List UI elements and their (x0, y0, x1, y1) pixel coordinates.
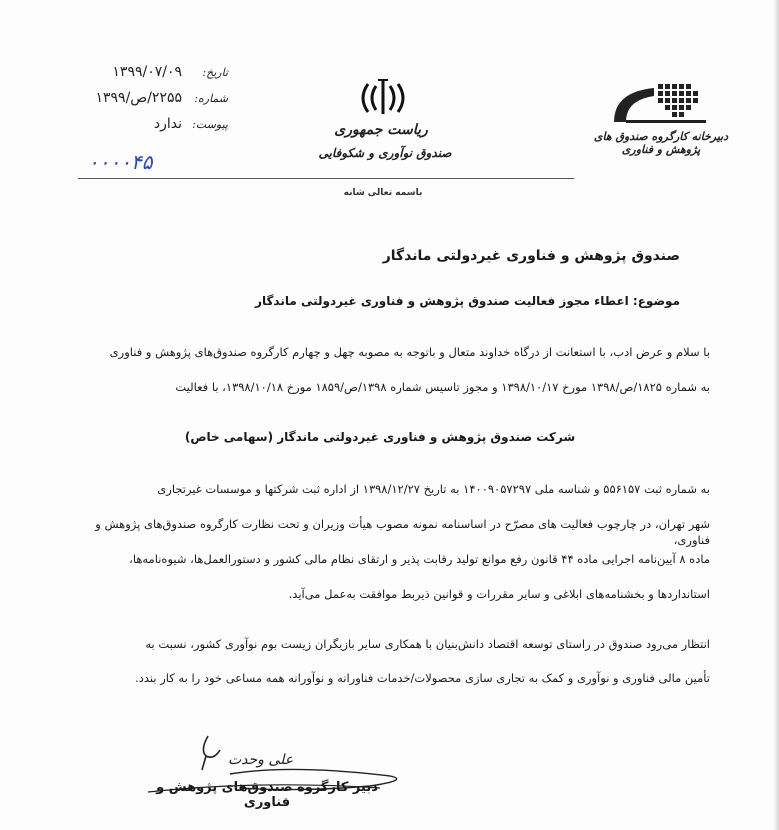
date-value: ۱۳۹۹/۰۷/۰۹ (112, 64, 182, 80)
body-line-4: استانداردها و بخشنامه‌های ابلاغی و سایر مقررات و قوانین ذیربط موافقت به‌عمل می‌آید. (288, 587, 710, 601)
handwritten-registration-number: ۰۰۰۰۴۵ (88, 150, 153, 174)
secretariat-logo-text: دبیرخانه کارگروه صندوق های پژوهش و فناوری (593, 130, 729, 156)
date-label: تاریخ: (202, 66, 228, 79)
number-row (78, 90, 228, 110)
presidency-title: ریاست جمهوری (334, 122, 428, 138)
subject-line: موضوع: اعطاء مجوز فعالیت صندوق پژوهش و فناوری غیردولتی ماندگار (255, 294, 680, 308)
page-edge (773, 0, 779, 830)
intro-line-1: با سلام و عرض ادب، با استعانت از درگاه خداوند متعال و باتوجه به مصوبه چهل و چهارم کارگروه صندوق‌های پژوهش و فناوری (109, 345, 710, 359)
signatory-name: علی وحدت (228, 752, 294, 768)
closing-line-2: تأمین مالی فناوری و نوآوری و کمک به تجاری سازی محصولات/خدمات فناورانه و نوآورانه همه مساعی خود را به کار بندد. (135, 671, 710, 685)
attachment-row (78, 116, 228, 136)
basmala: باسمه تعالی شانه (343, 188, 423, 198)
number-value: ۲۲۵۵/ص/۱۳۹۹ (95, 90, 182, 106)
date-row (78, 64, 228, 84)
header-divider (78, 178, 574, 179)
secretariat-logo-icon (606, 78, 716, 133)
number-label: شماره: (194, 92, 228, 105)
iran-emblem-icon (356, 76, 410, 120)
secretariat-logo (586, 78, 736, 158)
fund-name: صندوق نوآوری و شکوفایی (318, 146, 452, 160)
body-line-1: به شماره ثبت ۵۵۶۱۵۷ و شناسه ملی ۱۴۰۰۹۰۵۷۲۹۷ به تاریخ ۱۳۹۸/۱۲/۲۷ از اداره ثبت شرکتها و موسسات غیرتجاری (157, 482, 710, 496)
attachment-value: ندارد (153, 116, 182, 132)
body-line-2: شهر تهران، در چارچوب فعالیت های مصرّح در اساسنامه نمونه مصوب هیأت وزیران و تحت نظارت کارگروه صندوق‌های پژوهش و فناوری، (95, 517, 710, 547)
attachment-label: پیوست: (192, 118, 228, 131)
closing-line-1: انتظار می‌رود صندوق در راستای توسعه اقتصاد دانش‌بنیان با همکاری سایر بازیگران زیست بوم نوآوری کشور، نسبت به (145, 637, 710, 651)
recipient: صندوق پژوهش و فناوری غیردولتی ماندگار (382, 248, 680, 264)
signatory-title: دبیر کارگروه صندوق‌های پژوهش و فناوری (156, 780, 378, 810)
body-line-3: ماده ۸ آیین‌نامه اجرایی ماده ۴۴ قانون رفع موانع تولید رقابت پذیر و ارتقای نظام مالی کشور و دستورالعمل‌ها، شیوه‌نامه‌ها، (129, 552, 710, 566)
company-name: شرکت صندوق پژوهش و فناوری غیردولتی ماندگار (سهامی خاص) (184, 430, 576, 444)
intro-line-2: به شماره ۱۸۲۵/ص/۱۳۹۸ مورخ ۱۳۹۸/۱۰/۱۷ و مجوز تاسیس شماره ۱۳۹۸/ص/۱۸۵۹ مورخ ۱۳۹۸/۱۰/۱۸، با فعالیت (175, 380, 710, 394)
